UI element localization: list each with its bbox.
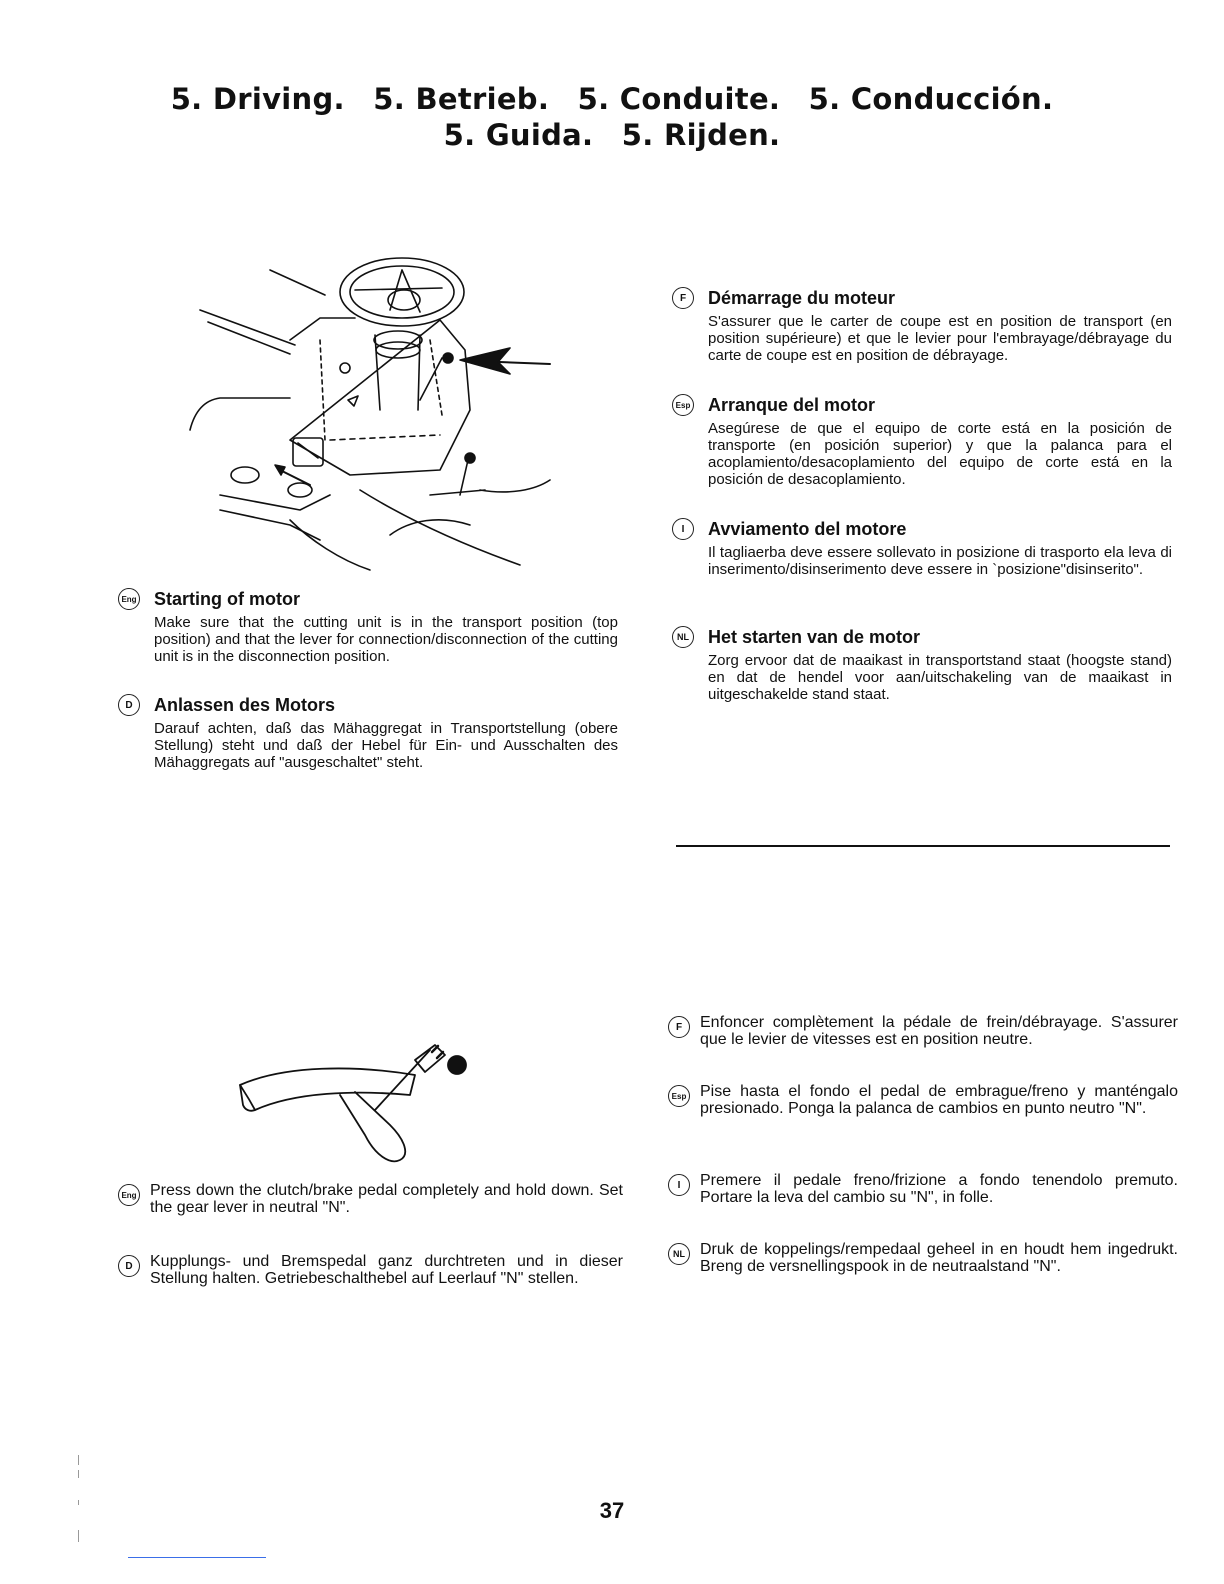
instruction-text: Premere il pedale freno/frizione a fondo tenendolo premuto. Portare la leva del cambio su "N", in folle. <box>700 1172 1178 1206</box>
i-language-badge: I <box>668 1174 690 1196</box>
title-nl: 5. Rijden. <box>621 118 781 152</box>
instruction-nl <box>668 1241 1178 1275</box>
title-de: 5. Betrieb. <box>373 82 550 116</box>
eng-language-badge: Eng <box>118 588 140 610</box>
section-heading: Het starten van de motor <box>708 626 921 647</box>
eng-language-badge: Eng <box>118 1184 140 1206</box>
section-body: Zorg ervoor dat de maaikast in transportstand staat (hoogste stand) en dat de hendel voor aan/uitschakeling van de maaikast in uitgeschakelde stand staat. <box>708 652 1172 703</box>
section-body: Darauf achten, daß das Mähaggregat in Transportstellung (obere Stellung) steht und daß der Hebel für Ein- und Ausschalten des Mähaggregats auf "ausgeschaltet" steht. <box>154 720 618 771</box>
section-d <box>118 694 618 771</box>
title-en: 5. Driving. <box>170 82 345 116</box>
section-heading: Starting of motor <box>154 588 300 609</box>
section-nl <box>672 626 1172 703</box>
instruction-i <box>668 1172 1178 1206</box>
title-es: 5. Conducción. <box>808 82 1054 116</box>
nl-language-badge: NL <box>672 626 694 648</box>
margin-mark <box>78 1455 79 1465</box>
instruction-text: Enfoncer complètement la pédale de frein/débrayage. S'assurer que le levier de vitesses est en position neutre. <box>700 1014 1178 1048</box>
title-it: 5. Guida. <box>443 118 594 152</box>
instruction-d <box>118 1253 623 1287</box>
f-language-badge: F <box>668 1016 690 1038</box>
margin-mark <box>78 1470 79 1478</box>
footer-line <box>128 1557 266 1558</box>
section-esp <box>672 394 1172 488</box>
section-heading: Démarrage du moteur <box>708 287 896 308</box>
section-eng <box>118 588 618 665</box>
instruction-text: Druk de koppelings/rempedaal geheel in en houdt hem ingedrukt. Breng de versnellingspook in de neutraalstand "N". <box>700 1241 1178 1275</box>
instruction-esp <box>668 1083 1178 1117</box>
steering-dashboard-illustration <box>180 240 560 585</box>
section-heading: Anlassen des Motors <box>154 694 336 715</box>
f-language-badge: F <box>672 287 694 309</box>
section-body: Il tagliaerba deve essere sollevato in posizione di trasporto ela leva di inserimento/disinserimento deve essere in `posizione"disinserito". <box>708 544 1172 578</box>
section-heading: Avviamento del motore <box>708 518 907 539</box>
section-body: Asegúrese de que el equipo de corte está en la posición de transporte (en posición superior) y que la palanca para el acoplamiento/desacoplamiento del equipo de corte está en la posición de desacoplamiento. <box>708 420 1172 488</box>
esp-language-badge: Esp <box>672 394 694 416</box>
nl-language-badge: NL <box>668 1243 690 1265</box>
title-fr: 5. Conduite. <box>577 82 781 116</box>
instruction-text: Press down the clutch/brake pedal completely and hold down. Set the gear lever in neutral "N". <box>150 1182 623 1216</box>
margin-mark <box>78 1530 79 1542</box>
page-title-line-1 <box>0 82 1224 116</box>
instruction-text: Kupplungs- und Bremspedal ganz durchtreten und in dieser Stellung halten. Getriebeschalthebel auf Leerlauf "N" stellen. <box>150 1253 623 1287</box>
page-title-line-2 <box>0 118 1224 152</box>
instruction-text: Pise hasta el fondo el pedal de embrague/freno y manténgalo presionado. Ponga la palanca de cambios en punto neutro "N". <box>700 1083 1178 1117</box>
section-body: Make sure that the cutting unit is in the transport position (top position) and that the lever for connection/disconnection of the cutting unit is in the disconnection position. <box>154 614 618 665</box>
i-language-badge: I <box>672 518 694 540</box>
section-heading: Arranque del motor <box>708 394 876 415</box>
esp-language-badge: Esp <box>668 1085 690 1107</box>
page-number: 37 <box>599 1498 625 1523</box>
section-divider <box>676 845 1170 847</box>
d-language-badge: D <box>118 694 140 716</box>
section-body: S'assurer que le carter de coupe est en position de transport (en position supérieure) et que le levier pour l'embrayage/débrayage du carte de coupe est en position de débrayage. <box>708 313 1172 364</box>
section-i <box>672 518 1172 578</box>
d-language-badge: D <box>118 1255 140 1277</box>
clutch-brake-pedal-illustration <box>225 1030 485 1170</box>
section-f <box>672 287 1172 364</box>
instruction-eng <box>118 1182 623 1216</box>
instruction-f <box>668 1014 1178 1048</box>
